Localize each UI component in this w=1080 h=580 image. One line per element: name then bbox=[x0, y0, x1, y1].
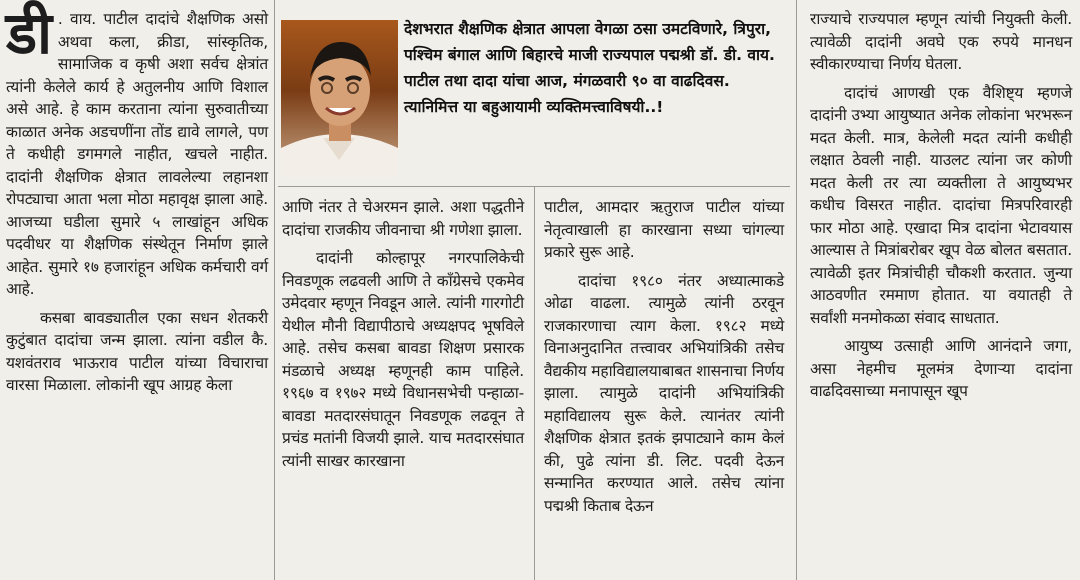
drop-cap: डी bbox=[6, 0, 52, 67]
article-column-1 bbox=[6, 0, 268, 397]
column-4-para-1: राज्याचे राज्यपाल म्हणून त्यांची नियुक्ती केली. त्यावेळी दादांनी अवघे एक रुपये मानधन स्वीकारण्याचा निर्णय घेतला. bbox=[810, 10, 1072, 73]
portrait-illustration bbox=[281, 20, 398, 177]
column-divider bbox=[274, 0, 275, 580]
column-2-para-1: आणि नंतर ते चेअरमन झाले. अशा पद्धतीने दादांचा राजकीय जीवनाचा श्री गणेशा झाला. bbox=[282, 198, 524, 239]
column-2-para-2: दादांनी कोल्हापूर नगरपालिकेची निवडणूक लढवली आणि ते काँग्रेसचे एकमेव उमेदवार म्हणून निवडून आले. त्यांनी गारगोटी येथील मौनी विद्यापीठाचे अध्यक्षपद भूषविले आहे. तसेच कसबा बावडा शिक्षण प्रसारक मंडळाचे अध्यक्ष म्हणूनही काम पाहिले. १९६७ व १९७२ मध्ये विधानसभेची पन्हाळा-बावडा मतदारसंघातून निवडणूक लढवून ते प्रचंड मतांनी विजयी झाले. याच मतदारसंघात त्यांनी साखर कारखाना bbox=[282, 249, 524, 470]
article-intro: देशभरात शैक्षणिक क्षेत्रात आपला वेगळा ठसा उमटविणारे, त्रिपुरा, पश्चिम बंगाल आणि बिहारचे माजी राज्यपाल पद्मश्री डॉ. डी. वाय. पाटील तथा दादा यांचा आज, मंगळवारी ९० वा वाढदिवस. त्यानिमित्त या बहुआयामी व्यक्तिमत्त्वाविषयी..! bbox=[404, 20, 775, 116]
article-column-4 bbox=[810, 8, 1072, 403]
column-3-para-2: दादांचा १९८० नंतर अध्यात्माकडे ओढा वाढला. त्यामुळे त्यांनी ठरवून राजकारणाचा त्याग केला. १९८२ मध्ये विनाअनुदानित तत्त्वावर अभियांत्रिकी तसेच वैद्यकीय महाविद्यालयाबाबत शासनाचा निर्णय झाला. त्यामुळे दादांनी अभियांत्रिकी महाविद्यालय सुरू केले. त्यानंतर त्यांनी शैक्षणिक क्षेत्रात इतकं झपाट्याने काम केलं की, पुढे त्यांना डी. लिट. पदवी देऊन सन्मानित करण्यात आले. तसेच त्यांना पद्मश्री किताब देऊन bbox=[544, 271, 784, 515]
column-4-para-3: आयुष्य उत्साही आणि आनंदाने जगा, असा नेहमीच मूलमंत्र देणाऱ्या दादांना वाढदिवसाच्या मनापासून खूप bbox=[810, 337, 1072, 400]
article-column-3 bbox=[544, 196, 784, 517]
column-divider bbox=[534, 186, 535, 580]
column-1-para-1: डी . वाय. पाटील दादांचे शैक्षणिक असो अथवा कला, क्रीडा, सांस्कृतिक, सामाजिक व कृषी अशा सर्वच क्षेत्रांत त्यांनी केलेले कार्य हे अतुलनीय आणि विशाल असे आहे. हे काम करताना त्यांना सुरुवातीच्या काळात अनेक अडचणींना तोंड द्यावे लागले, पण ते कधीही डगमगले नाहीत, खचले नाहीत. दादांनी शैक्षणिक क्षेत्रात लावलेल्या लहानशा रोपट्याचा आता भला मोठा महावृक्ष झाला आहे. आजच्या घडीला सुमारे ५ लाखांहून अधिक पदवीधर या शैक्षणिक संस्थेतून निर्माण झाले आहेत. सुमारे १७ हजारांहून अधिक कर्मचारी वर्ग आहे. bbox=[6, 0, 268, 298]
column-3-para-1: पाटील, आमदार ऋतुराज पाटील यांच्या नेतृत्वाखाली हा कारखाना सध्या चांगल्या प्रकारे सुरू आहे. bbox=[544, 198, 784, 261]
portrait-photo bbox=[281, 20, 398, 177]
article-column-2 bbox=[282, 196, 524, 472]
column-1-para-2: कसबा बावड्यातील एका सधन शेतकरी कुटुंबात दादांचा जन्म झाला. त्यांना वडील कै. यशवंतराव भाऊराव पाटील यांच्या विचाराचा वारसा मिळाला. लोकांनी खूप आग्रह केला bbox=[6, 308, 268, 394]
column-4-para-2: दादांचं आणखी एक वैशिष्ट्य म्हणजे दादांनी उभ्या आयुष्यात अनेक लोकांना भरभरून मदत केली. मात्र, केलेली मदत त्यांनी कधीही लक्षात ठेवली नाही. याउलट त्यांना जर कोणी मदत केली तर त्या व्यक्तीला ते आयुष्यभर कधीच विसरत नाहीत. दादांचा मित्रपरिवारही फार मोठा आहे. एखादा मित्र दादांना भेटावयास आल्यास ते मित्रांबरोबर खूप वेळ बोलत बसतात. त्यावेळी इतर मित्रांचीही चौकशी करतात. जुन्या आठवणीत रममाण होतात. या वयातही ते सर्वांशी मनमोकळा संवाद साधतात. bbox=[810, 83, 1072, 327]
column-divider bbox=[796, 0, 797, 580]
